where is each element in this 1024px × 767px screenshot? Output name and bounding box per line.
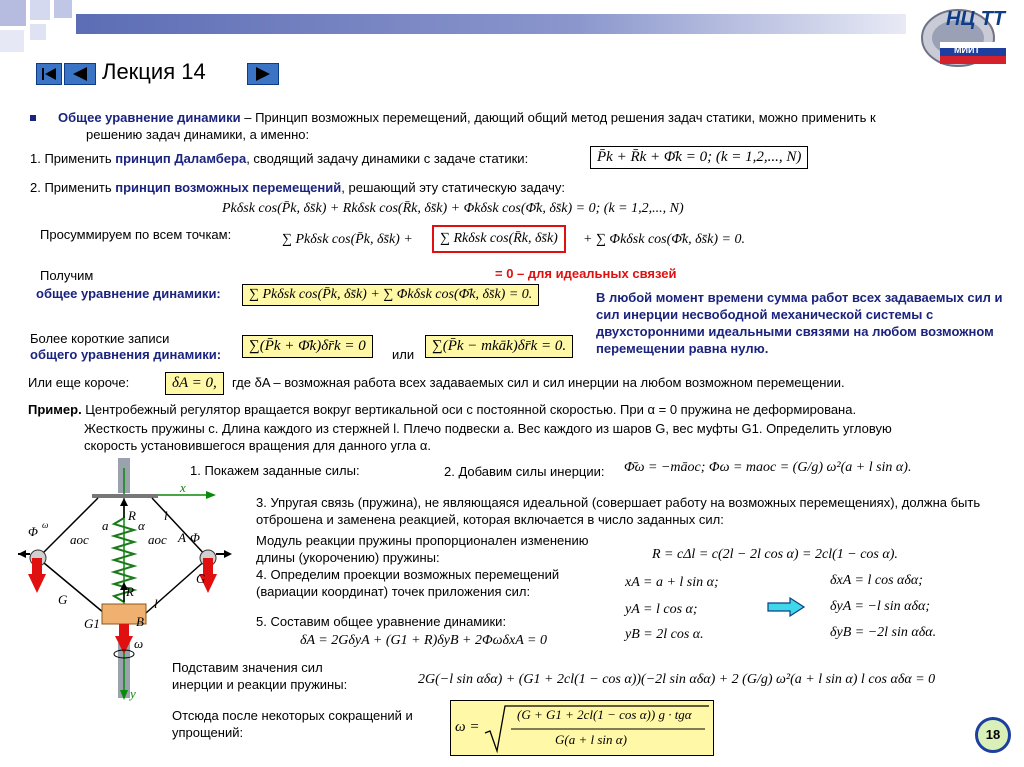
lecture-title: Лекция 14 [102,59,206,84]
label-b: B [136,614,144,629]
ideal-note: = 0 – для идеальных связей [495,266,677,281]
rod [152,498,208,558]
step-general-eq: 5. Составим общее уравнение динамики: [256,614,507,629]
shorter-explain: где δA – возможная работа всех задаваемых сил и сил инерции на любом возможном перемещении. [232,375,845,390]
intro-line1 [58,110,876,125]
inertia-formula: Φ̄ω = −māoc; Φω = maoc = (G/g) ω²(a + l sin α). [624,460,912,475]
label-aoc-right: aoc [148,532,167,547]
label-g1: G1 [84,616,100,631]
intro-rest: – Принцип возможных перемещений, дающий общий метод решения задач статики, можно применить к [240,110,876,125]
decor-square [30,24,46,40]
decor-square [0,0,26,26]
label-g-right: G [196,571,206,586]
first-slide-button[interactable] [36,63,62,85]
label-aoc-left: aoc [70,532,89,547]
label-l-bot: l [154,596,158,611]
page-number: 18 [975,717,1011,753]
coord-ya: yA = l cos α; [625,602,698,617]
variation-xa: δxA = l cos αδα; [830,573,923,588]
label-x: x [180,480,186,495]
gravity-left-arrow [28,574,46,593]
short-label1: Более короткие записи [30,331,170,346]
step-inertia-forces: 2. Добавим силы инерции: [444,464,605,479]
general-statement: В любой момент времени сумма работ всех задаваемых сил и сил инерции несвободной механической системы с двухсторонними идеальными связями на любом возможном перемещении равна нулю. [596,290,1003,356]
step2-prefix: 2. Применить [30,180,116,195]
spring-formula: R = cΔl = c(2l − 2l cos α) = 2cl(1 − cos α). [652,547,898,562]
logo [918,4,1010,68]
decor-square [54,0,72,18]
final-den: G(a + l sin α) [555,732,627,747]
decor-square [0,30,24,52]
example-line2: Жесткость пружины c. Длина каждого из стержней l. Плечо подвески a. Вес каждого из шаров G, вес муфты G1. Определить угловую [84,421,892,436]
step-spring: 3. Упругая связь (пружина), не являющаяся идеальной (совершает работу на возможных перемещениях), должна быть отброшена и заменена реакцией, которая включается в число заданных сил: [256,495,981,527]
rod [38,558,104,613]
sum-part1: ∑ Pkδsk cos(P̄k, δs̄k) + [282,232,413,247]
sum-label: Просуммируем по всем точкам: [40,227,232,242]
label-a: a [102,518,109,533]
step1-rest: , сводящий задачу динамики с задаче статики: [246,151,529,166]
bullet-icon [30,115,36,121]
logo-text: НЦ ТТ [946,8,1006,30]
general-formula: ∑ Pkδsk cos(P̄k, δs̄k) + ∑ Φkδsk cos(Φ̄k, δs̄k) = 0. [242,284,539,306]
sum-part2-ideal: ∑ Rkδsk cos(R̄k, δs̄k) [432,225,566,253]
step2-text [30,180,565,195]
logo-sub: МИИТ [954,45,980,55]
inertia-right-arrow [224,550,232,558]
variation-yb: δyB = −2l sin αδα. [830,625,937,640]
label-r-bot: R [126,584,134,599]
step1-bold: принцип Даламбера [115,151,247,166]
final-label: Отсюда после некоторых сокращений и упрощений: [172,708,413,740]
step-virtual-displacements: 4. Определим проекции возможных перемещений (вариации координат) точек приложения сил: [256,567,560,599]
arrow-right-icon [766,597,806,617]
example-bold: Пример. [28,402,82,417]
label-omega-sup: ω [42,520,49,530]
short-label2: общего уравнения динамики: [30,347,222,362]
final-lhs: ω = [455,719,480,735]
label-phi-left: Φ [28,524,38,539]
inertia-left-arrow [18,550,26,558]
title-bar [76,14,906,34]
next-slide-button[interactable] [247,63,279,85]
final-num: (G + G1 + 2cl(1 − cos α)) g · tgα [517,707,692,722]
label-l-top: l [164,508,168,523]
step2-rest: , решающий эту статическую задачу: [341,180,566,195]
general-label2: общее уравнение динамики: [36,286,221,301]
first-slide-icon [37,64,61,84]
next-slide-icon [248,64,278,84]
spring-reaction-top-arrow [120,498,128,506]
prev-slide-button[interactable] [64,63,96,85]
short-formula1: ∑(P̄k + Φ̄k)δr̄k = 0 [242,335,373,358]
label-a-point: A [178,530,186,545]
general-eq-formula: δA = 2GδyA + (G1 + R)δyB + 2ΦωδxA = 0 [300,633,547,648]
intro-line2: решению задач динамики, а именно: [86,127,310,142]
general-label1: Получим [40,268,94,283]
prev-slide-icon [65,64,95,84]
short-or: или [392,347,415,362]
short-formula2: ∑(P̄k − mkāk)δr̄k = 0. [425,335,573,358]
variation-ya: δyA = −l sin αδα; [830,599,931,614]
step-show-forces: 1. Покажем заданные силы: [190,463,360,478]
step1-text [30,151,528,166]
subst-formula: 2G(−l sin αδα) + (G1 + 2cl(1 − cos α))(−2l sin αδα) + 2 (G/g) ω²(a + l sin α) l cos αδα = 0 [418,672,936,687]
decor-square [30,0,50,20]
example-line3: скорость установившегося вращения для данного угла α. [84,438,432,453]
coord-yb: yB = 2l cos α. [625,627,704,642]
coord-xa: xA = a + l sin α; [625,575,719,590]
label-omega: ω [134,636,144,651]
subst-label: Подставим значения сил инерции и реакции пружины: [172,660,348,692]
final-formula [450,700,714,756]
shorter-formula: δA = 0, [165,372,224,395]
example-text1: Центробежный регулятор вращается вокруг вертикальной оси с постоянной скоростью. При α = 0 пружина не деформирована. [81,402,857,417]
label-g-left: G [58,592,68,607]
label-phi-right: Φ [190,530,200,545]
sum-part3: + ∑ Φkδsk cos(Φ̄k, δs̄k) = 0. [583,232,745,247]
step2-formula: Pkδsk cos(P̄k, δs̄k) + Rkδsk cos(R̄k, δs̄k) + Φkδsk cos(Φ̄k, δs̄k) = 0; (k = 1,2,..., N) [222,201,684,216]
shorter-label: Или еще короче: [28,375,130,390]
step2-bold: принцип возможных перемещений [115,180,342,195]
regulator-diagram [18,458,238,708]
example-line1 [28,402,856,417]
label-r-top: R [128,508,136,523]
step1-prefix: 1. Применить [30,151,116,166]
intro-bold: Общее уравнение динамики [58,110,241,125]
step1-formula: P̄k + R̄k + Φ̄k = 0; (k = 1,2,..., N) [590,146,808,169]
label-alpha: α [138,518,145,533]
step-spring-modulus: Модуль реакции пружины пропорционален изменению длины (укорочению) пружины: [256,533,589,565]
label-y: y [130,686,136,701]
